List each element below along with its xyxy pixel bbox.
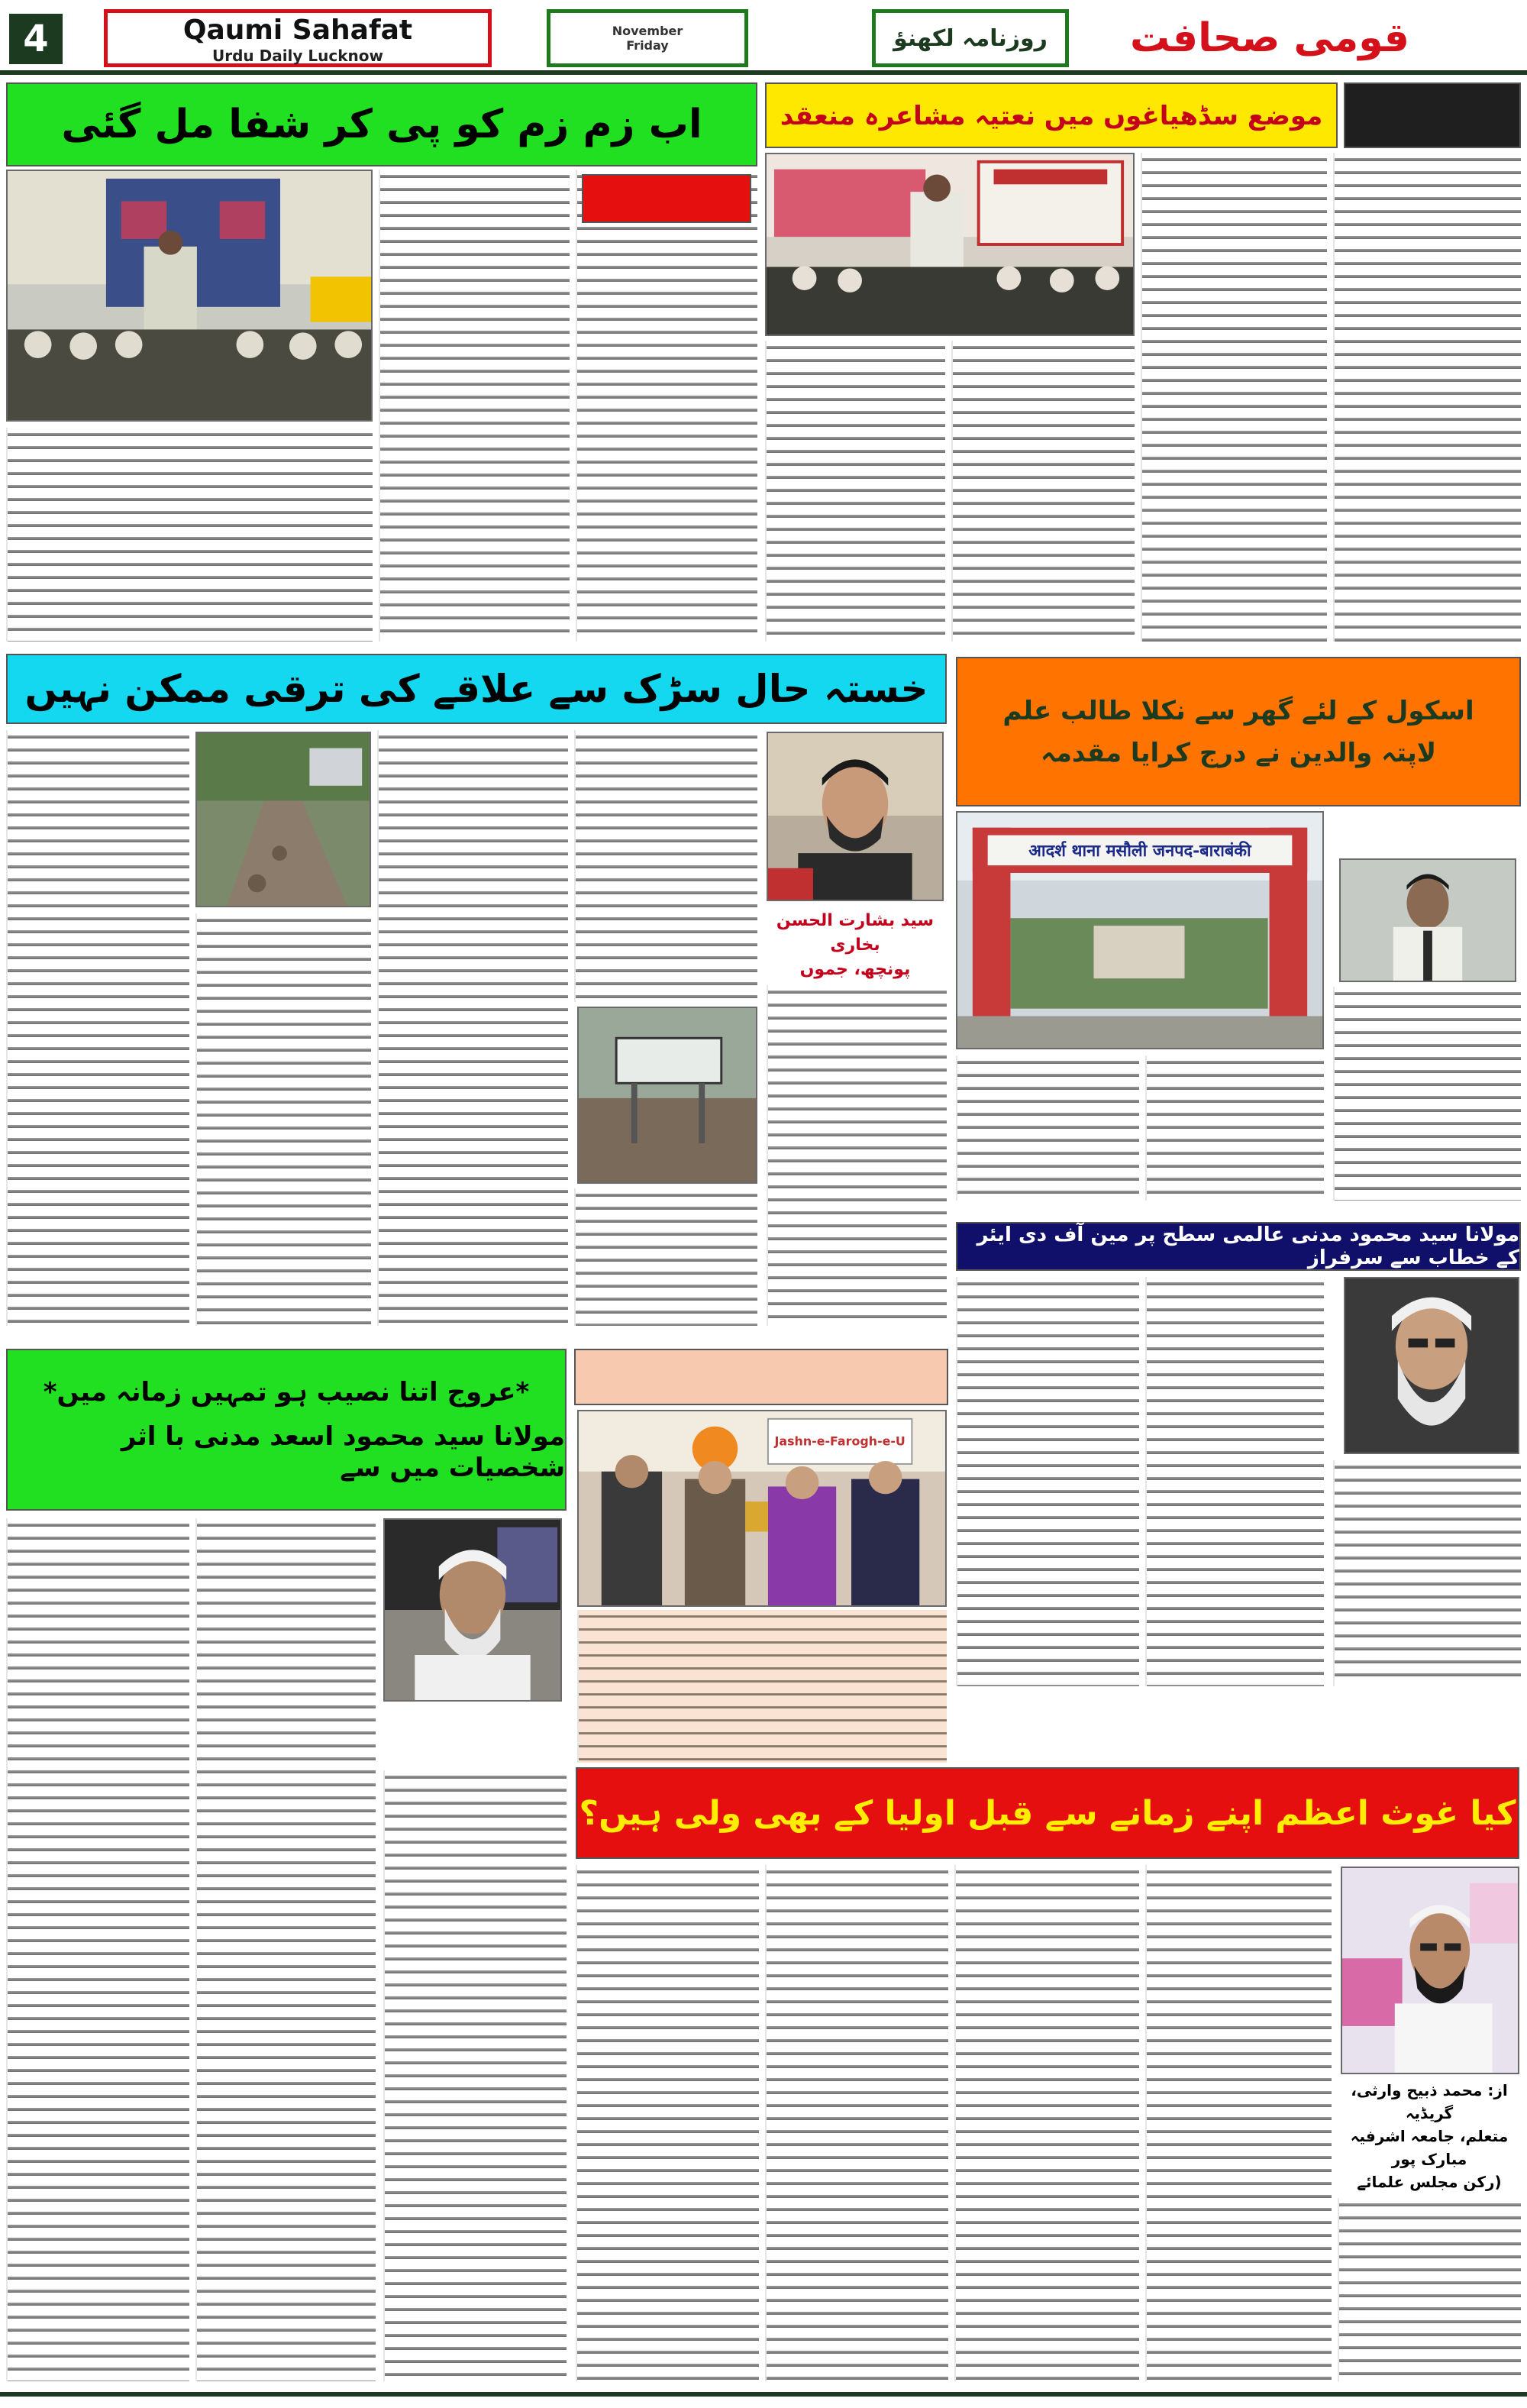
article-ghaus-col4 xyxy=(1145,1865,1332,2381)
article-road-col3 xyxy=(377,730,568,1326)
article-mushaira-col3 xyxy=(1141,153,1327,642)
bottom-rule xyxy=(0,2392,1527,2397)
headline-uruj xyxy=(6,1349,567,1511)
headline-uruj-line2: مولانا سید محمود اسعد مدنی با اثر شخصیات میں سے xyxy=(121,1421,565,1483)
headline-tag-black xyxy=(1344,82,1521,148)
photo-police-station xyxy=(956,811,1324,1049)
article-zamzam-col1 xyxy=(6,428,373,642)
english-subtitle: Urdu Daily Lucknow xyxy=(211,47,384,65)
article-school-col2 xyxy=(1145,1055,1324,1201)
article-road-col2 xyxy=(195,913,371,1326)
photo-broken-road xyxy=(195,732,371,907)
photo-uruj-author xyxy=(383,1518,562,1702)
photo-award-ceremony xyxy=(577,1410,947,1607)
article-uruj-col3 xyxy=(383,1770,567,2381)
article-uruj-col2 xyxy=(195,1518,376,2381)
date-box xyxy=(547,9,748,67)
headline-uruj-line1: *عروج اتنا نصیب ہو تمہیں زمانہ میں* xyxy=(43,1377,530,1408)
article-ghaus-col5 xyxy=(1338,2198,1521,2381)
caption-bisharat-place: پونچھ، جموں xyxy=(799,959,911,979)
headline-school-line2: لاپتہ والدین نے درج کرایا مقدمہ xyxy=(1040,738,1437,768)
date-month: November xyxy=(612,24,683,38)
photo-madani-portrait xyxy=(1344,1277,1519,1454)
english-title: Qaumi Sahafat xyxy=(182,15,413,46)
article-ghaus-col3 xyxy=(954,1865,1139,2381)
byline-school xyxy=(1330,813,1521,855)
article-madani-col2 xyxy=(1145,1277,1324,1686)
headline-award-tag xyxy=(574,1349,948,1405)
caption-zabeeh-line3: (رکن مجلس علمائے xyxy=(1357,2173,1502,2191)
date-day: Friday xyxy=(626,38,669,53)
caption-bisharat-name: سید بشارت الحسن بخاری xyxy=(776,911,935,955)
photo-mushaira-stage xyxy=(765,153,1135,336)
caption-zabeeh-line1: از: محمد ذبیح وارثی، گریڈیہ xyxy=(1351,2081,1508,2122)
masthead-rule xyxy=(0,70,1527,75)
masthead xyxy=(0,0,1527,70)
article-award-text xyxy=(577,1610,947,1763)
city-label: روزنامہ لکھنؤ xyxy=(872,9,1069,67)
article-ghaus-col2 xyxy=(765,1865,948,2381)
caption-zabeeh-line2: متعلم، جامعہ اشرفیہ مبارک پور xyxy=(1350,2127,1509,2168)
english-title-box xyxy=(104,9,492,67)
sign-thana-text: आदर्श थाना मसौली जनपद-बाराबंकी xyxy=(1028,842,1251,861)
article-mushaira-col2 xyxy=(951,341,1135,642)
award-banner-text: Jashn-e-Farogh-e-U xyxy=(774,1433,906,1449)
article-road-col4 xyxy=(574,730,757,1002)
article-road-col6 xyxy=(767,985,947,1326)
page-number: 4 xyxy=(9,14,63,64)
sub-tag-red xyxy=(582,174,751,223)
article-madani-col1 xyxy=(956,1277,1139,1686)
article-ghaus-col1 xyxy=(576,1865,759,2381)
headline-mushaira: موضع سڈھیاغوں میں نعتیہ مشاعرہ منعقد xyxy=(765,82,1338,148)
headline-school-line1: اسکول کے لئے گھر سے نکلا طالب علم xyxy=(1002,696,1474,726)
article-mushaira-col4 xyxy=(1333,153,1521,642)
headline-madani: مولانا سید محمود مدنی عالمی سطح پر مین آف دی ایئر کے خطاب سے سرفراز xyxy=(956,1222,1521,1271)
caption-zabeeh xyxy=(1338,2079,1521,2193)
article-zamzam-col3 xyxy=(576,170,757,642)
urdu-title: قومی صحافت xyxy=(1130,15,1409,61)
photo-zabeeh-portrait xyxy=(1341,1867,1519,2074)
headline-ghaus: کیا غوث اعظم اپنے زمانے سے قبل اولیا کے بھی ولی ہیں؟ xyxy=(576,1767,1519,1859)
byline-uruj xyxy=(383,1705,562,1766)
article-madani-col3 xyxy=(1333,1460,1521,1686)
photo-mosque-gathering xyxy=(6,170,373,422)
article-road-col5 xyxy=(574,1188,757,1326)
article-zamzam-col2 xyxy=(379,170,570,642)
article-mushaira-col1 xyxy=(765,341,945,642)
article-school-col3 xyxy=(1333,987,1521,1201)
article-road-col1 xyxy=(6,730,189,1326)
photo-road-signboard xyxy=(577,1007,757,1184)
photo-missing-student xyxy=(1339,858,1516,982)
photo-bisharat-portrait xyxy=(767,732,944,901)
caption-bisharat xyxy=(767,909,944,978)
article-uruj-col1 xyxy=(6,1518,189,2381)
article-school-col1 xyxy=(956,1055,1139,1201)
headline-zamzam: اب زم زم کو پی کر شفا مل گئی xyxy=(6,82,757,166)
headline-road: خستہ حال سڑک سے علاقے کی ترقی ممکن نہیں xyxy=(6,654,947,724)
headline-school xyxy=(956,657,1521,806)
